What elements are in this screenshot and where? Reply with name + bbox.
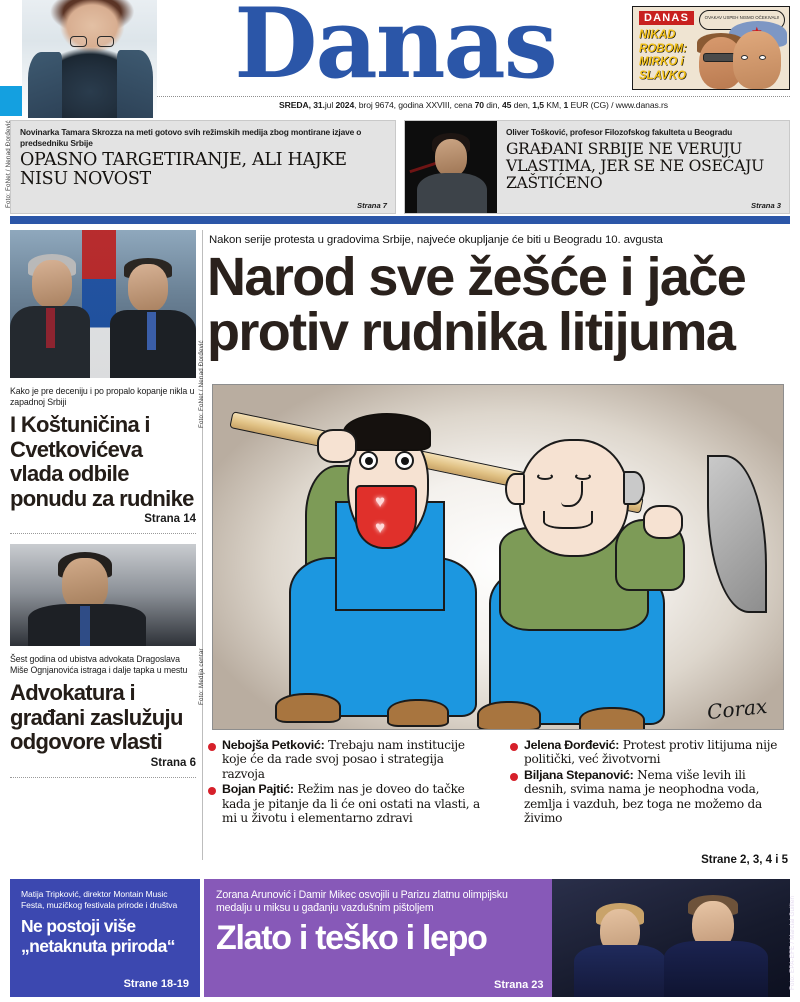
teaser-2-headline[interactable]: GRAĐANI SRBIJE NE VERUJU VLASTIMA, JER SE NE OSEĆAJU ZAŠTIĆENO — [506, 139, 764, 192]
eye-icon — [575, 473, 591, 480]
left-story-2-photo — [10, 544, 196, 646]
teaser-1-kicker: Novinarka Tamara Skrozza na meti gotovo svih režimskih medija zbog montirane izjave o predsedniku Srbije — [20, 127, 362, 148]
dateline — [157, 100, 790, 110]
bottom-right-photo — [552, 879, 790, 997]
dateline-month: jul — [324, 100, 334, 110]
left-divider-2 — [10, 777, 196, 778]
dateline-price-eur: 1 — [563, 100, 569, 110]
bullet-column-right — [510, 738, 788, 866]
quote-text: Trebaju nam institucije koje će da rade svoj posao i strategija razvoja — [222, 738, 465, 781]
quote-text: Režim nas je doveo do tačke kada je pitanje da li će oni ostati na vlasti, a mi u životu i elementarno zdravi — [222, 782, 480, 826]
main-kicker: Nakon serije protesta u gradovima Srbije, najveće okupljanje će biti u Beogradu 10. avgusta — [209, 234, 663, 246]
list-item — [510, 738, 788, 767]
dateline-cur-rsd: din, — [483, 100, 502, 110]
photo-credit-left-1: Foto: FoNet / Nenad Đorđević — [198, 340, 205, 428]
comic-title-label: NIKAD ROBOM: MIRKO i SLAVKO — [639, 29, 687, 82]
masthead-photo — [22, 0, 157, 118]
left-story-1-page: Strana 14 — [144, 513, 196, 525]
bullet-dot-icon — [208, 787, 216, 795]
cartoonist-signature: Corax — [705, 693, 769, 725]
bottom-left-kicker: Matija Tripković, direktor Montain Music Festa, muzičkog festivala prirode i društva — [21, 889, 178, 910]
cartoon-miner-right — [475, 419, 745, 730]
bottom-right-kicker: Zorana Arunović i Damir Mikec osvojili u Parizu zlatnu olimpijsku medalju u miksu u gađanju vazdušnim pištoljem — [216, 889, 508, 915]
eye-icon — [359, 451, 378, 470]
section-divider-bar — [10, 216, 790, 224]
dateline-cur-bam: KM, — [543, 100, 564, 110]
dateline-cur-mkd: den, — [511, 100, 533, 110]
comic-speech-bubble: OVAKAV USPEH NISMO OČEKIVALI! — [699, 10, 785, 30]
dateline-divider — [157, 96, 790, 97]
bullet-column-left — [208, 738, 486, 862]
quote-bullet-lists — [208, 738, 788, 866]
left-divider-1 — [10, 533, 196, 534]
dateline-date: 31. — [313, 100, 325, 110]
bottom-card-sport[interactable] — [204, 879, 790, 997]
heart-icon: ♥ — [375, 492, 386, 511]
hand-icon — [643, 505, 683, 539]
bottom-left-headline[interactable]: Ne postoji više „netaknuta priroda“ — [21, 916, 175, 956]
eye-icon — [395, 451, 414, 470]
ear-icon — [623, 471, 645, 505]
column-divider — [202, 230, 203, 860]
dateline-issue: , broj 9674, godina XXVIII, cena — [354, 100, 475, 110]
photo-credit-left-2: Foto: Medija centar — [198, 648, 205, 705]
teaser-card-2[interactable] — [404, 120, 790, 214]
bottom-left-page: Strane 18-19 — [123, 978, 189, 990]
eye-icon — [537, 473, 553, 480]
dateline-day: SREDA, — [279, 100, 311, 110]
photo-credit-bottom-right: Foto: EPA-EFE / Marcial Guillen — [789, 895, 796, 990]
dateline-price-rsd: 70 — [474, 100, 484, 110]
shoe-icon — [477, 701, 541, 730]
teaser-2-kicker: Oliver Tošković, profesor Filozofskog fakulteta u Beogradu — [506, 127, 733, 137]
dateline-website[interactable]: EUR (CG) / www.danas.rs — [568, 100, 668, 110]
quote-speaker: Nebojša Petković: — [222, 738, 325, 752]
teaser-2-photo — [405, 121, 497, 213]
wordmark-danas[interactable]: Danas — [234, 0, 556, 100]
list-item — [208, 782, 486, 825]
main-headline[interactable]: Narod sve žešće i jače protiv rudnika litijuma — [207, 247, 746, 362]
left-story-2-page: Strana 6 — [150, 756, 196, 769]
teaser-card-1[interactable] — [10, 120, 396, 214]
glasses-icon — [70, 36, 114, 47]
left-story-2-kicker: Šest godina od ubistva advokata Dragoslava Miše Ognjanovića istraga i dalje tapka u mestu — [10, 654, 188, 675]
list-item — [510, 768, 788, 826]
list-item — [208, 738, 486, 781]
shoe-icon — [387, 699, 449, 727]
shoe-icon — [579, 707, 645, 730]
teaser-1-headline[interactable]: OPASNO TARGETIRANJE, ALI HAJKE NISU NOVOST — [20, 150, 347, 190]
dateline-year: 2024 — [335, 100, 355, 110]
photo-credit-masthead: Foto: FoNet / Nenad Đorđević — [5, 120, 12, 208]
quote-text: Protest protiv litijuma nije politički, već životvorni — [524, 738, 778, 767]
comic-brand-label: DANAS — [639, 11, 694, 25]
bullet-dot-icon — [208, 743, 216, 751]
left-sidebar-column — [10, 230, 196, 778]
teaser-strip — [10, 120, 790, 214]
quote-speaker: Jelena Đorđević: — [524, 738, 620, 752]
left-story-1-kicker: Kako je pre deceniju i po propalo kopanje nikla u zapadnoj Srbiji — [10, 386, 195, 407]
bullet-dot-icon — [510, 743, 518, 751]
quote-speaker: Bojan Pajtić: — [222, 782, 294, 797]
open-mouth-icon — [355, 485, 417, 549]
teaser-1-page: Strana 7 — [357, 201, 387, 210]
bottom-strip — [10, 879, 790, 997]
heart-icon: ♥ — [375, 518, 386, 537]
teaser-2-page: Strana 3 — [751, 201, 781, 210]
left-story-2-headline[interactable]: Advokatura i građani zaslužuju odgovore vlasti — [10, 680, 183, 754]
dateline-price-bam: 1,5 — [532, 100, 544, 110]
left-story-1-photo — [10, 230, 196, 378]
bottom-right-page: Strana 23 — [494, 979, 544, 991]
left-story-1-headline[interactable]: I Koštuničina i Cvetkovićeva vlada odbile ponudu za rudnike — [10, 412, 194, 511]
quote-text: Nema više levih ili desnih, svima nama je neophodna voda, zemlja i vazduh, bez toga ne možemo da živimo — [524, 767, 762, 826]
ear-icon — [505, 473, 525, 505]
dateline-price-mkd: 45 — [502, 100, 512, 110]
bottom-card-culture[interactable] — [10, 879, 200, 997]
smile-icon — [543, 511, 593, 529]
shoe-icon — [275, 693, 341, 723]
bottom-right-headline[interactable]: Zlato i teško i lepo — [216, 918, 487, 957]
quote-speaker: Biljana Stepanović: — [524, 767, 634, 782]
bullet-dot-icon — [510, 773, 518, 781]
editorial-cartoon — [212, 384, 784, 730]
main-story-pages: Strane 2, 3, 4 i 5 — [701, 854, 788, 866]
hand-icon — [317, 429, 357, 463]
comic-promo-box[interactable] — [632, 6, 790, 90]
